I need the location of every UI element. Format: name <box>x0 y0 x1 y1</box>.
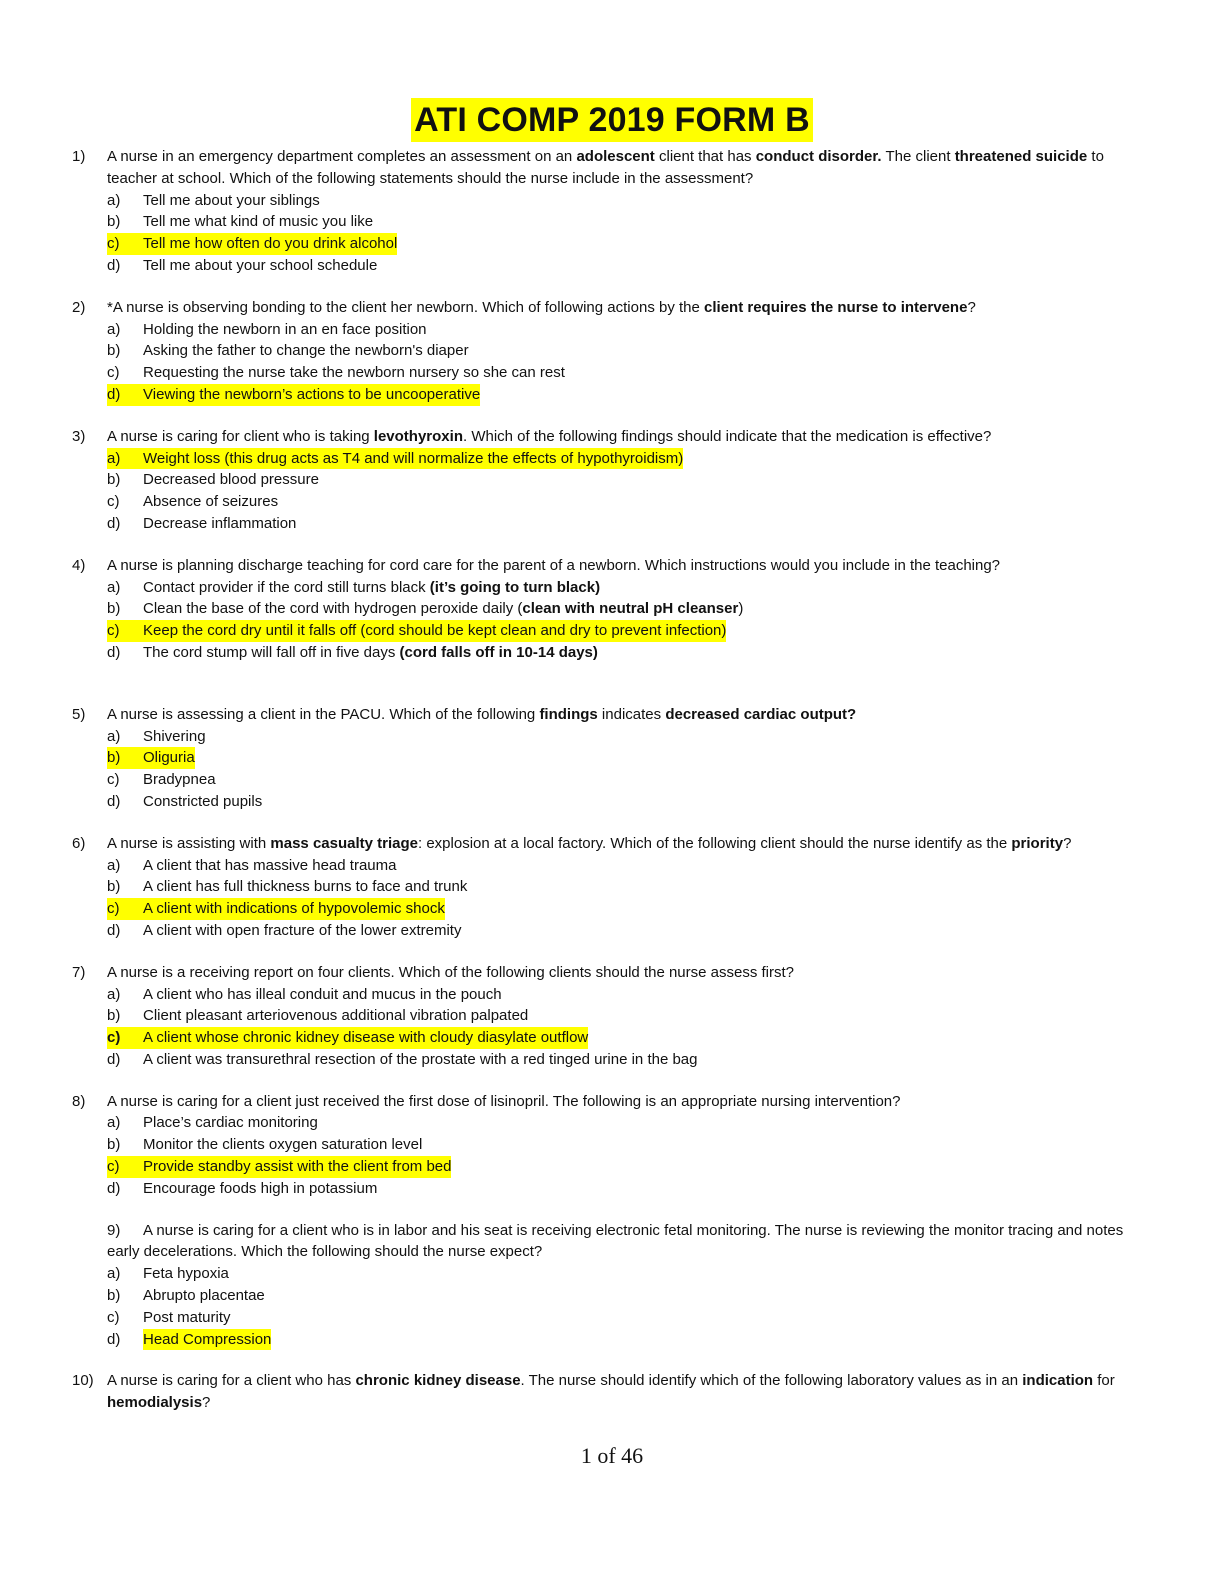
question-number: 4) <box>72 556 86 574</box>
question-7 <box>0 962 1224 984</box>
option-c-answer: c) Tell me how often do you drink alcohol <box>107 233 1224 255</box>
option-a: a) Feta hypoxia <box>107 1265 229 1283</box>
option-b: b) A client has full thickness burns to face and trunk <box>107 878 468 896</box>
question-text: to teacher at school. Which of the following statements should the nurse include in the assessment? <box>107 148 1104 187</box>
question-text: ? <box>1063 834 1072 852</box>
option-d: d) A client with open fracture of the lower extremity <box>107 921 462 939</box>
question-1 <box>0 146 1224 190</box>
options-9 <box>0 1263 1224 1350</box>
option-c-answer: c) A client whose chronic kidney disease with cloudy diasylate outflow <box>107 1027 1224 1049</box>
option-a: a) Holding the newborn in an en face position <box>107 320 427 338</box>
question-emphasis: indication <box>1022 1372 1094 1390</box>
question-number: 9) <box>107 1221 121 1239</box>
option-a: a) Contact provider if the cord still turns black (it’s going to turn black) <box>107 578 601 596</box>
question-text: A nurse is caring for a client who is in labor and his seat is receiving electronic fetal monitoring. The nurse is reviewing the monitor tracing and notes early decelerations. Which the following should the nurse expect? <box>107 1221 1124 1261</box>
question-emphasis: priority <box>1011 834 1064 852</box>
question-5 <box>0 704 1224 726</box>
question-number: 5) <box>72 705 86 723</box>
page-number: 1 of 46 <box>580 1443 644 1468</box>
question-number: 3) <box>72 427 86 445</box>
question-text: A nurse is caring for client who is taking <box>107 427 374 445</box>
option-d: d) Tell me about your school schedule <box>107 256 378 274</box>
option-c-answer: c) Provide standby assist with the client from bed <box>107 1156 1224 1178</box>
question-text: : explosion at a local factory. Which of the following client should the nurse identify as the <box>418 834 1012 852</box>
question-text: for <box>1093 1372 1115 1390</box>
option-b: b) Tell me what kind of music you like <box>107 213 374 231</box>
document-title: ATI COMP 2019 FORM B <box>411 98 813 142</box>
options-6 <box>0 855 1224 942</box>
question-text: ? <box>967 298 976 316</box>
option-a: a) A client that has massive head trauma <box>107 856 397 874</box>
question-emphasis: findings <box>539 705 598 723</box>
option-c: c) Absence of seizures <box>107 493 279 511</box>
question-number: 1) <box>72 148 86 165</box>
question-emphasis: client requires the nurse to intervene <box>704 298 968 316</box>
question-text: A nurse is planning discharge teaching for cord care for the parent of a newborn. Which instructions would you include in the teaching? <box>107 556 1001 574</box>
question-text: indicates <box>597 705 666 723</box>
option-d: d) Constricted pupils <box>107 792 263 810</box>
question-text: A nurse is caring for a client who has <box>107 1372 356 1390</box>
option-b-answer: b) Oliguria <box>107 747 1224 769</box>
question-text: A nurse is a receiving report on four clients. Which of the following clients should the nurse assess first? <box>107 963 795 981</box>
question-number: 8) <box>72 1092 86 1110</box>
option-b: b) Monitor the clients oxygen saturation level <box>107 1136 423 1154</box>
option-c: c) Bradypnea <box>107 771 216 789</box>
question-2 <box>0 297 1224 319</box>
option-c-answer: c) Keep the cord dry until it falls off (cord should be kept clean and dry to prevent infection) <box>107 620 1224 642</box>
option-a: a) Place’s cardiac monitoring <box>107 1114 318 1132</box>
options-4 <box>0 577 1224 664</box>
question-8 <box>0 1091 1224 1113</box>
options-5 <box>0 726 1224 813</box>
option-c-answer: c) A client with indications of hypovolemic shock <box>107 898 1224 920</box>
question-10 <box>0 1370 1224 1414</box>
question-emphasis: mass casualty triage <box>270 834 418 852</box>
option-d: d) Head Compression <box>107 1329 1224 1351</box>
option-a: a) Shivering <box>107 727 206 745</box>
question-number: 2) <box>72 298 86 316</box>
question-text: A nurse is caring for a client just received the first dose of lisinopril. The following is an appropriate nursing intervention? <box>107 1092 901 1110</box>
options-7 <box>0 984 1224 1071</box>
question-emphasis: levothyroxin <box>373 427 463 445</box>
option-c: c) Post maturity <box>107 1308 231 1326</box>
option-d: d) The cord stump will fall off in five days (cord falls off in 10-14 days) <box>107 643 598 661</box>
option-a: a) A client who has illeal conduit and mucus in the pouch <box>107 985 502 1003</box>
question-emphasis: decreased cardiac output? <box>665 705 857 723</box>
question-text: ? <box>202 1394 211 1412</box>
question-emphasis: threatened suicide <box>954 148 1088 165</box>
option-b: b) Clean the base of the cord with hydrogen peroxide daily (clean with neutral pH cleanser) <box>107 600 744 618</box>
question-list <box>0 146 1224 1414</box>
question-emphasis: hemodialysis <box>107 1394 203 1412</box>
option-c: c) Requesting the nurse take the newborn nursery so she can rest <box>107 364 565 382</box>
question-text: client that has <box>654 148 756 165</box>
option-d: d) Decrease inflammation <box>107 514 297 532</box>
question-3 <box>0 426 1224 448</box>
option-a: a) Tell me about your siblings <box>107 191 320 209</box>
options-2 <box>0 319 1224 406</box>
option-d: d) A client was transurethral resection of the prostate with a red tinged urine in the bag <box>107 1050 698 1068</box>
question-text: . The nurse should identify which of the following laboratory values as in an <box>520 1372 1023 1390</box>
question-text: A nurse in an emergency department completes an assessment on an <box>107 148 577 165</box>
option-b: b) Abrupto placentae <box>107 1287 265 1305</box>
question-emphasis: conduct disorder. <box>755 148 882 165</box>
options-1 <box>0 190 1224 277</box>
question-6 <box>0 833 1224 855</box>
question-4 <box>0 555 1224 577</box>
option-d: d) Encourage foods high in potassium <box>107 1179 378 1197</box>
option-a-answer: a) Weight loss (this drug acts as T4 and will normalize the effects of hypothyroidism) <box>107 448 1224 470</box>
question-text: A nurse is assessing a client in the PACU. Which of the following <box>107 705 540 723</box>
question-text: A nurse is assisting with <box>107 834 271 852</box>
option-d-answer: d) Viewing the newborn’s actions to be uncooperative <box>107 384 1224 406</box>
option-b: b) Asking the father to change the newborn's diaper <box>107 342 469 360</box>
title-wrap <box>0 98 1224 142</box>
question-emphasis: chronic kidney disease <box>355 1372 521 1390</box>
question-emphasis: adolescent <box>576 148 655 165</box>
options-3 <box>0 448 1224 535</box>
option-b: b) Client pleasant arteriovenous additional vibration palpated <box>107 1007 529 1025</box>
question-9 <box>0 1220 1224 1264</box>
question-text: . Which of the following findings should indicate that the medication is effective? <box>462 427 992 445</box>
option-b: b) Decreased blood pressure <box>107 471 319 489</box>
question-number: 10) <box>72 1372 94 1390</box>
question-text: The client <box>881 148 955 165</box>
question-number: 6) <box>72 834 86 852</box>
options-8 <box>0 1112 1224 1199</box>
question-text: *A nurse is observing bonding to the client her newborn. Which of following actions by the <box>107 298 705 316</box>
question-number: 7) <box>72 963 86 981</box>
